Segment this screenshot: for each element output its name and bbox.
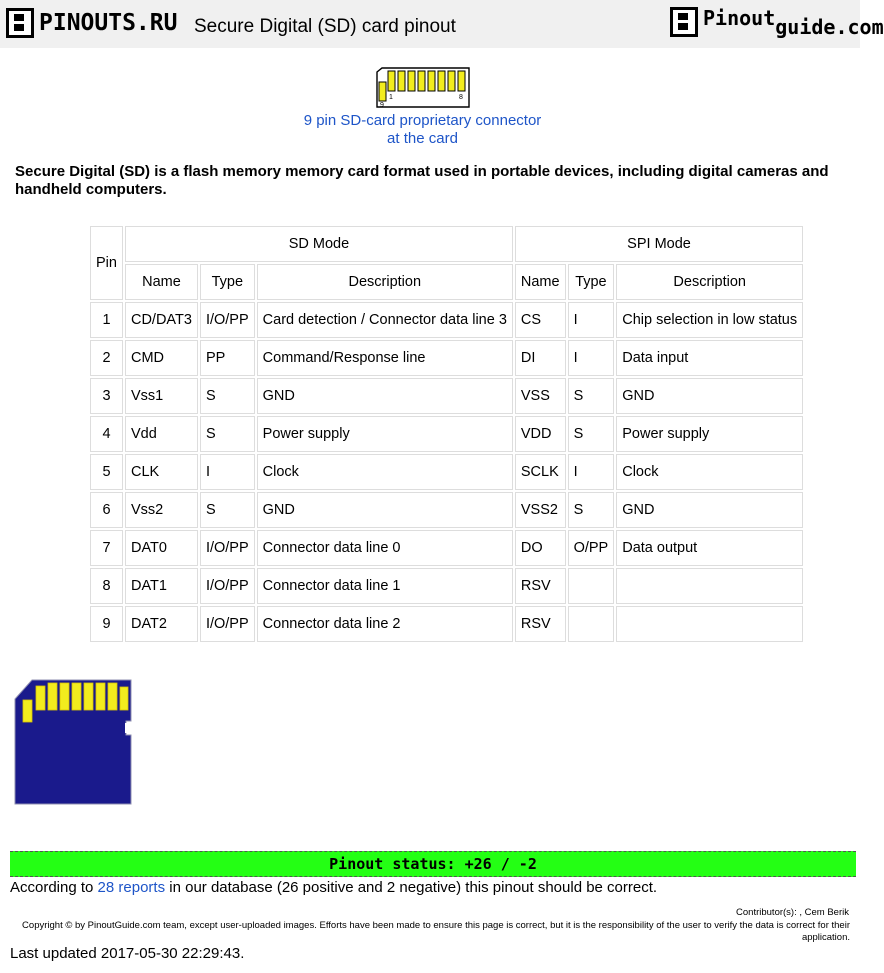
sd-name-cell: CLK bbox=[125, 454, 198, 490]
sd-type-cell: I/O/PP bbox=[200, 568, 255, 604]
spi-desc-cell: Chip selection in low status bbox=[616, 302, 803, 338]
sd-name-cell: DAT0 bbox=[125, 530, 198, 566]
pin-cell: 2 bbox=[90, 340, 123, 376]
sd-name-cell: Vdd bbox=[125, 416, 198, 452]
table-row bbox=[90, 492, 803, 528]
pin-label-8: 8 bbox=[459, 94, 463, 101]
pin-cell: 5 bbox=[90, 454, 123, 490]
caption-line-2[interactable]: at the card bbox=[387, 130, 458, 147]
pinoutguide-logo-icon bbox=[670, 7, 698, 37]
guide-logo-text-1: Pinout bbox=[703, 6, 776, 30]
spi-name-cell: DO bbox=[515, 530, 566, 566]
spi-name-cell: VSS2 bbox=[515, 492, 566, 528]
spi-type-cell bbox=[568, 606, 615, 642]
sd-desc-cell: Clock bbox=[257, 454, 513, 490]
spi-type-cell: S bbox=[568, 378, 615, 414]
sd-desc-cell: Connector data line 1 bbox=[257, 568, 513, 604]
table-row bbox=[90, 302, 803, 338]
sd-name-cell: DAT1 bbox=[125, 568, 198, 604]
contributors-text: Contributor(s): , Cem Berik bbox=[736, 907, 849, 918]
according-prefix: According to bbox=[10, 879, 98, 896]
spi-desc-cell: Clock bbox=[616, 454, 803, 490]
pin-cell: 8 bbox=[90, 568, 123, 604]
sd-name-cell: DAT2 bbox=[125, 606, 198, 642]
sd-desc-cell: GND bbox=[257, 378, 513, 414]
spi-name-cell: VSS bbox=[515, 378, 566, 414]
sd-desc-cell: Command/Response line bbox=[257, 340, 513, 376]
table-row bbox=[90, 606, 803, 642]
spi-type-cell: I bbox=[568, 340, 615, 376]
according-suffix: in our database (26 positive and 2 negative) this pinout should be correct. bbox=[165, 879, 658, 896]
table-header-row bbox=[90, 226, 803, 262]
pinouts-logo-icon bbox=[6, 8, 34, 38]
sd-type-cell: S bbox=[200, 378, 255, 414]
sd-type-cell: I/O/PP bbox=[200, 606, 255, 642]
table-row bbox=[90, 568, 803, 604]
sd-type-cell: I/O/PP bbox=[200, 302, 255, 338]
spi-desc-header: Description bbox=[616, 264, 803, 300]
copyright-link[interactable]: PinoutGuide.com bbox=[87, 920, 161, 931]
table-subheader-row bbox=[90, 264, 803, 300]
sd-type-header: Type bbox=[200, 264, 255, 300]
table-row bbox=[90, 454, 803, 490]
pin-cell: 7 bbox=[90, 530, 123, 566]
spi-name-cell: DI bbox=[515, 340, 566, 376]
spi-type-cell: S bbox=[568, 492, 615, 528]
pin-cell: 9 bbox=[90, 606, 123, 642]
table-row bbox=[90, 378, 803, 414]
sd-name-cell: Vss2 bbox=[125, 492, 198, 528]
spi-desc-cell bbox=[616, 606, 803, 642]
sd-desc-cell: GND bbox=[257, 492, 513, 528]
sd-desc-cell: Connector data line 0 bbox=[257, 530, 513, 566]
sd-type-cell: S bbox=[200, 492, 255, 528]
spi-name-cell: RSV bbox=[515, 606, 566, 642]
site-logo-text: PINOUTS.RU bbox=[39, 10, 178, 36]
spi-name-cell: VDD bbox=[515, 416, 566, 452]
pin-cell: 3 bbox=[90, 378, 123, 414]
spi-desc-cell: Data output bbox=[616, 530, 803, 566]
sd-type-cell: S bbox=[200, 416, 255, 452]
spi-type-cell bbox=[568, 568, 615, 604]
copyright-suffix: team, except user-uploaded images. Efforts have been made to ensure this page is correct, but it is the responsibility of the user to verify the data is correct for their application. bbox=[160, 920, 850, 943]
sd-name-cell: Vss1 bbox=[125, 378, 198, 414]
pin-cell: 1 bbox=[90, 302, 123, 338]
copyright-prefix: Copyright © by bbox=[22, 920, 88, 931]
site-header bbox=[0, 0, 884, 48]
sd-desc-cell: Connector data line 2 bbox=[257, 606, 513, 642]
spi-name-header: Name bbox=[515, 264, 566, 300]
pinouts-ru-logo[interactable] bbox=[6, 8, 177, 38]
sd-mode-header: SD Mode bbox=[125, 226, 513, 262]
intro-text: Secure Digital (SD) is a flash memory memory card format used in portable devices, including digital cameras and handheld computers. bbox=[15, 163, 829, 198]
sd-name-header: Name bbox=[125, 264, 198, 300]
spi-desc-cell: GND bbox=[616, 378, 803, 414]
spi-desc-cell: Power supply bbox=[616, 416, 803, 452]
pin-header: Pin bbox=[90, 226, 123, 300]
caption-line-1[interactable]: 9 pin SD-card proprietary connector bbox=[303, 112, 542, 129]
spi-name-cell: SCLK bbox=[515, 454, 566, 490]
spi-desc-cell: GND bbox=[616, 492, 803, 528]
copyright-text bbox=[14, 920, 850, 944]
pinoutguide-logo[interactable] bbox=[670, 6, 884, 39]
sd-type-cell: PP bbox=[200, 340, 255, 376]
pin-cell: 6 bbox=[90, 492, 123, 528]
sd-connector-diagram bbox=[376, 68, 470, 108]
sd-name-cell: CMD bbox=[125, 340, 198, 376]
pinout-table bbox=[88, 224, 805, 644]
spi-type-cell: S bbox=[568, 416, 615, 452]
connector-caption[interactable] bbox=[0, 112, 845, 148]
sd-desc-cell: Card detection / Connector data line 3 bbox=[257, 302, 513, 338]
spi-name-cell: CS bbox=[515, 302, 566, 338]
spi-type-cell: O/PP bbox=[568, 530, 615, 566]
spi-name-cell: RSV bbox=[515, 568, 566, 604]
pin-label-1: 1 bbox=[389, 94, 393, 101]
sd-desc-cell: Power supply bbox=[257, 416, 513, 452]
spi-type-cell: I bbox=[568, 454, 615, 490]
pin-cell: 4 bbox=[90, 416, 123, 452]
spi-desc-cell bbox=[616, 568, 803, 604]
table-row bbox=[90, 530, 803, 566]
spi-mode-header: SPI Mode bbox=[515, 226, 803, 262]
spi-type-header: Type bbox=[568, 264, 615, 300]
spi-desc-cell: Data input bbox=[616, 340, 803, 376]
table-row bbox=[90, 340, 803, 376]
last-updated: Last updated 2017-05-30 22:29:43. bbox=[10, 945, 245, 962]
pinout-status-bar: Pinout status: +26 / -2 bbox=[10, 851, 856, 877]
table-row bbox=[90, 416, 803, 452]
sd-type-cell: I/O/PP bbox=[200, 530, 255, 566]
according-text bbox=[10, 879, 657, 896]
guide-logo-text-2: guide.com bbox=[775, 15, 884, 39]
reports-link[interactable]: 28 reports bbox=[97, 879, 166, 896]
pin-label-9: 9 bbox=[380, 102, 384, 109]
sd-desc-header: Description bbox=[257, 264, 513, 300]
page-title: Secure Digital (SD) card pinout bbox=[194, 16, 456, 37]
spi-type-cell: I bbox=[568, 302, 615, 338]
sd-type-cell: I bbox=[200, 454, 255, 490]
sd-card-image bbox=[14, 679, 132, 805]
sd-name-cell: CD/DAT3 bbox=[125, 302, 198, 338]
